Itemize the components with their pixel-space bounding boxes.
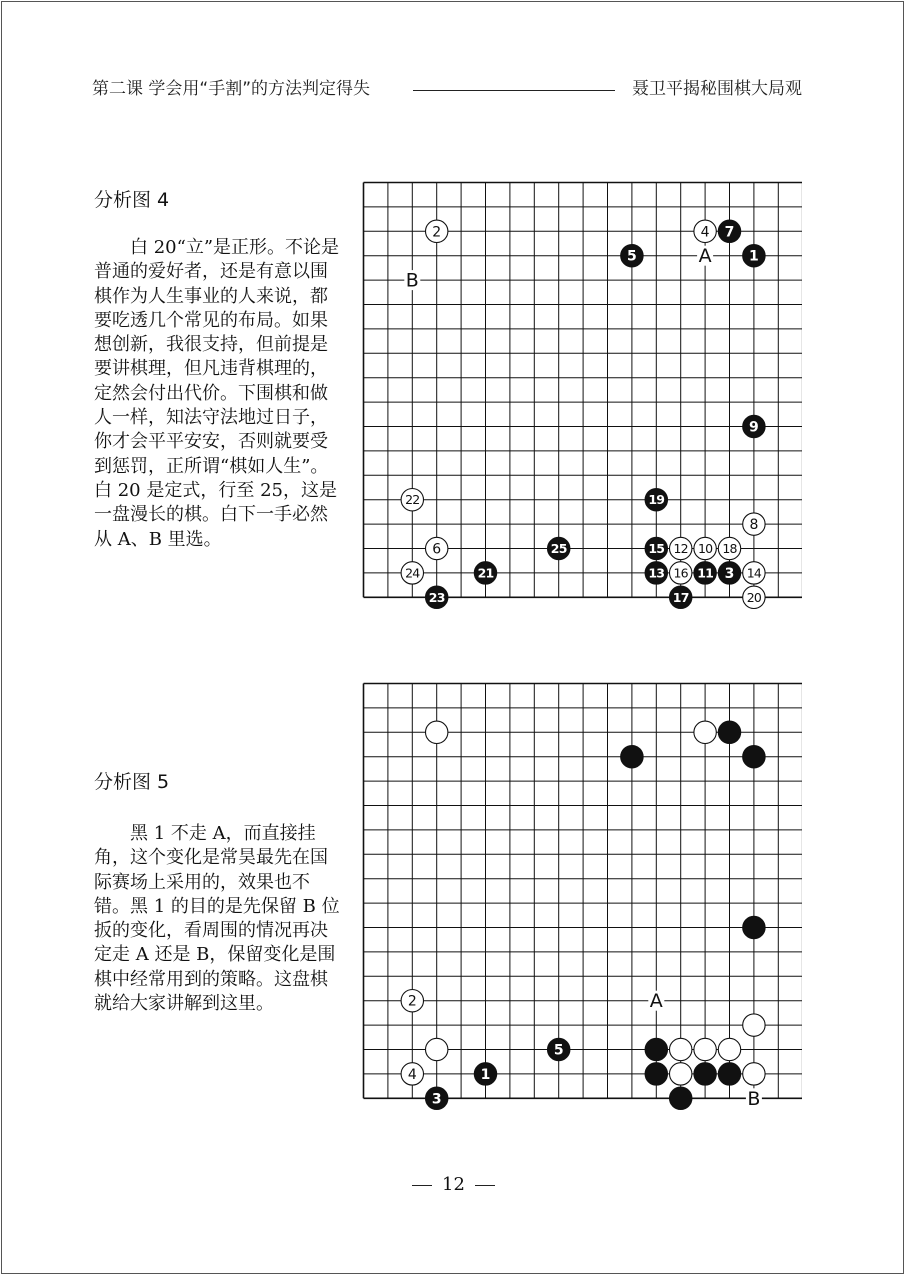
stone-move-number: 24 xyxy=(405,565,420,581)
stone-move-number: 4 xyxy=(407,1066,417,1083)
figure-5-title: 分析图 5 xyxy=(94,771,170,793)
footer-dash-left xyxy=(412,1185,432,1186)
stone-move-number: 4 xyxy=(700,224,710,241)
stone-move-number: 3 xyxy=(431,1091,442,1108)
white-stone xyxy=(743,1063,765,1085)
stone-move-number: 14 xyxy=(746,565,762,581)
stone-move-number: 2 xyxy=(432,224,442,241)
board-mark-B: B xyxy=(405,269,419,292)
board-mark-A: A xyxy=(698,245,712,268)
footer-dash-right xyxy=(475,1185,495,1186)
stone-move-number: 16 xyxy=(673,565,688,581)
stone-move-number: 6 xyxy=(432,541,442,558)
stone-move-number: 25 xyxy=(550,541,567,556)
white-stone xyxy=(694,721,716,743)
white-stone xyxy=(670,1063,692,1085)
page-number: 12 xyxy=(442,1174,465,1195)
stone-move-number: 18 xyxy=(722,541,737,556)
stone-move-number: 15 xyxy=(648,541,665,556)
page-footer xyxy=(0,1174,907,1196)
running-header-chapter: 第二课 学会用“手割”的方法判定得失 xyxy=(92,79,371,99)
stone-move-number: 7 xyxy=(724,224,735,241)
board-grid xyxy=(364,684,803,1099)
white-stone xyxy=(718,1038,740,1060)
black-stone xyxy=(718,1063,740,1085)
stone-move-number: 22 xyxy=(405,492,420,508)
black-stone xyxy=(621,746,643,768)
white-stone xyxy=(743,1014,765,1036)
black-stone xyxy=(718,721,740,743)
black-stone xyxy=(645,1038,667,1060)
board-mark-A: A xyxy=(649,990,663,1013)
stone-move-number: 1 xyxy=(749,248,759,265)
running-header-book-title: 聂卫平揭秘围棋大局观 xyxy=(632,79,802,99)
stone-move-number: 8 xyxy=(749,517,759,534)
figure-4-title: 分析图 4 xyxy=(94,189,170,211)
figure-5-text: 黑 1 不走 A，而直接挂角，这个变化是常昊最先在国际赛场上采用的，效果也不错。黑 1 的目的是先保留 B 位扳的变化，看周围的情况再决定走 A 还是 B，保留变化是围棋中经常用到的策略。这盘棋就给大家讲解到这里。 xyxy=(94,823,340,1015)
white-stone xyxy=(670,1038,692,1060)
figure-4-text: 白 20“立”是正形。不论是普通的爱好者，还是有意以围棋作为人生事业的人来说，都要吃透几个常见的布局。如果想创新，我很支持，但前提是要讲棋理，但凡违背棋理的，定然会付出代价。下围棋和做人一样，知法守法地过日子，你才会平平安安，否则就要受到惩罚，正所谓“棋如人生”。白 20 是定式，行至 25，这是一盘漫长的棋。白下一手必然从 A、B 里选。 xyxy=(94,237,340,550)
stone-move-number: 17 xyxy=(672,589,689,605)
stone-move-number: 5 xyxy=(553,1042,564,1059)
black-stone xyxy=(743,916,765,938)
stone-move-number: 3 xyxy=(724,565,735,582)
go-board-figure-5 xyxy=(362,682,802,1123)
stone-move-number: 19 xyxy=(648,492,665,508)
black-stone xyxy=(694,1063,716,1085)
black-stone xyxy=(645,1063,667,1085)
black-stone xyxy=(670,1087,692,1109)
board-grid xyxy=(364,183,803,598)
stone-move-number: 13 xyxy=(648,565,665,581)
stone-move-number: 5 xyxy=(627,248,637,265)
stone-move-number: 1 xyxy=(480,1066,491,1083)
white-stone xyxy=(694,1038,716,1060)
stone-move-number: 23 xyxy=(428,589,445,605)
header-rule xyxy=(413,90,615,91)
board-mark-B: B xyxy=(747,1087,761,1110)
go-board-figure-4 xyxy=(362,181,802,622)
black-stone xyxy=(743,746,765,768)
white-stone xyxy=(426,721,448,743)
stone-move-number: 10 xyxy=(697,541,713,556)
stone-move-number: 2 xyxy=(407,993,417,1010)
stone-move-number: 11 xyxy=(697,565,713,581)
go-board-figure-5-svg xyxy=(362,682,802,1123)
stone-move-number: 9 xyxy=(749,419,759,436)
white-stone xyxy=(426,1038,448,1060)
stone-move-number: 21 xyxy=(477,565,494,581)
stone-move-number: 12 xyxy=(673,541,688,556)
go-board-figure-4-svg xyxy=(362,181,802,622)
stone-move-number: 20 xyxy=(746,589,762,605)
